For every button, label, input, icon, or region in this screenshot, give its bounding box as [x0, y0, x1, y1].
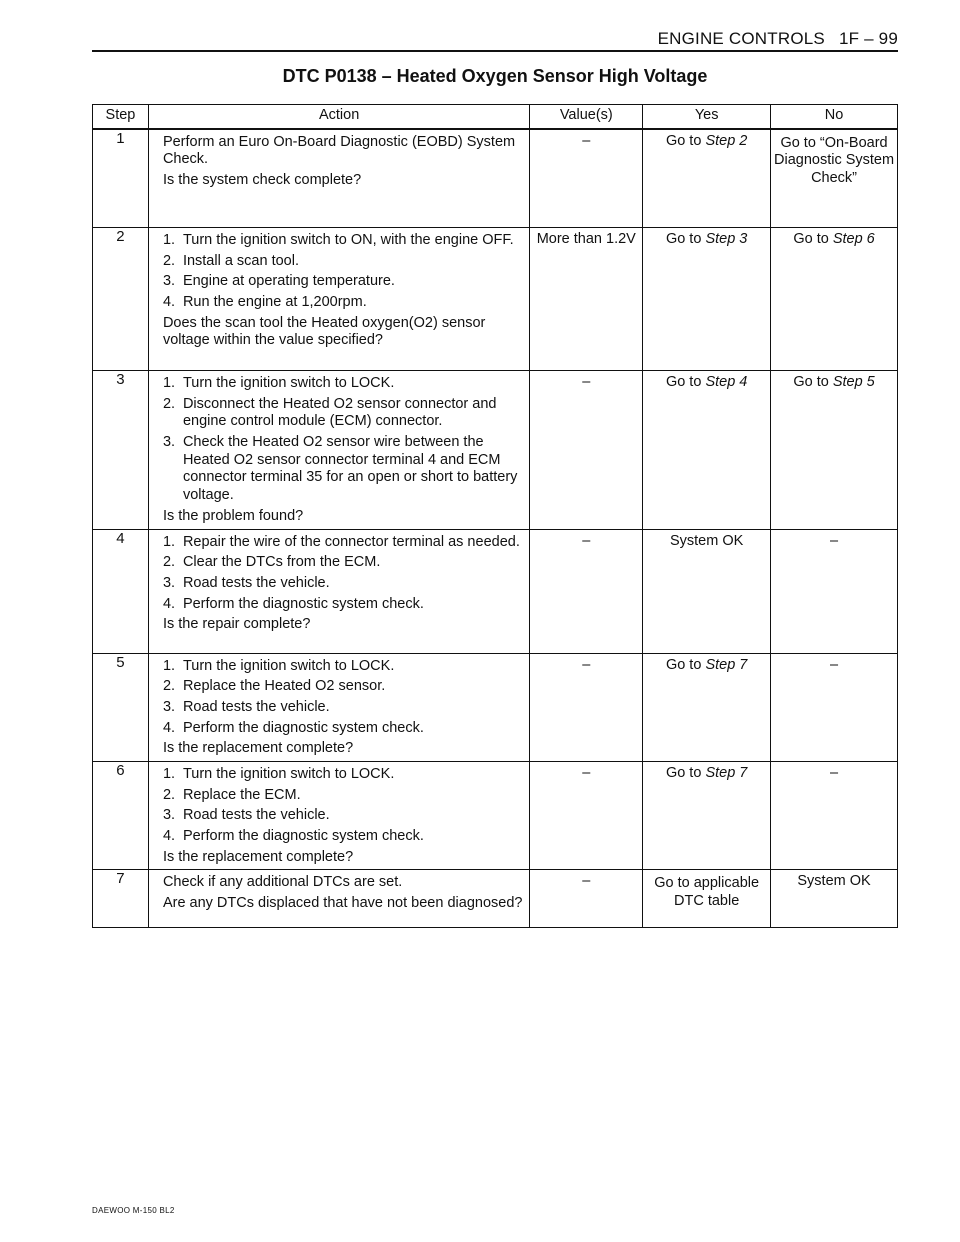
section-title: ENGINE CONTROLS [657, 29, 825, 48]
yes-cell [643, 228, 771, 371]
column-header-values: Value(s) [530, 105, 643, 129]
action-step-number: 4. [162, 828, 176, 844]
action-step-text: Road tests the vehicle. [182, 574, 330, 591]
no-step-reference: Step 5 [832, 374, 875, 390]
action-step [163, 828, 523, 846]
action-step-text: Install a scan tool. [182, 252, 300, 269]
action-step-text: Check the Heated O2 sensor wire between the Heated O2 sensor connector terminal 4 and ECM connector terminal 35 for an open or short to battery voltage. [182, 434, 518, 504]
action-cell [148, 761, 529, 869]
action-step [163, 396, 523, 431]
yes-text: Go to applicable DTC table [654, 875, 760, 910]
step-number: 2 [93, 228, 149, 371]
yes-cell [643, 653, 771, 761]
action-step-number: 3. [162, 574, 176, 591]
action-steps-list [163, 534, 523, 614]
action-step-text: Turn the ignition switch to LOCK. [182, 375, 395, 391]
action-step-text: Perform the diagnostic system check. [182, 719, 424, 736]
action-step-number: 2. [162, 678, 176, 695]
action-step-number: 3. [162, 807, 176, 824]
yes-cell [643, 761, 771, 869]
action-step [163, 720, 523, 738]
yes-cell [643, 371, 771, 530]
no-cell [771, 870, 898, 928]
action-step [163, 434, 523, 505]
table-row [93, 228, 898, 371]
action-step-text: Replace the ECM. [182, 786, 301, 803]
action-step-text: Repair the wire of the connector terminal as needed. [182, 533, 520, 550]
action-step-text: Turn the ignition switch to LOCK. [182, 657, 395, 674]
action-cell [148, 529, 529, 653]
value-cell: – [530, 761, 643, 869]
no-text: System OK [797, 873, 871, 890]
action-step [163, 575, 523, 593]
no-text: Go to [793, 374, 833, 390]
action-step-number: 1. [162, 375, 176, 391]
yes-text: Go to [665, 132, 706, 149]
action-step-number: 3. [162, 273, 176, 290]
yes-text: Go to [665, 656, 706, 673]
action-step [163, 787, 523, 805]
value-cell: – [530, 653, 643, 761]
action-step [163, 534, 523, 552]
action-step-number: 3. [162, 698, 176, 715]
action-step-number: 4. [162, 719, 176, 736]
value-cell: – [530, 870, 643, 928]
action-cell [148, 129, 529, 228]
yes-cell [643, 129, 771, 228]
no-text: Go to [793, 231, 833, 247]
action-question: Is the replacement complete? [162, 848, 354, 865]
action-cell [148, 653, 529, 761]
action-step [163, 273, 523, 291]
table-row [93, 653, 898, 761]
yes-text: Go to [665, 374, 706, 390]
action-step-number: 4. [162, 595, 176, 612]
step-number: 3 [93, 371, 149, 530]
action-question: Is the repair complete? [162, 616, 311, 633]
action-step [163, 658, 523, 676]
action-step-number: 2. [162, 252, 176, 269]
action-step [163, 554, 523, 572]
action-cell [148, 228, 529, 371]
value-cell: – [530, 129, 643, 228]
no-cell [771, 371, 898, 530]
column-header-action: Action [148, 105, 529, 129]
action-step [163, 596, 523, 614]
document-title: DTC P0138 – Heated Oxygen Sensor High Voltage [282, 66, 708, 86]
action-step-text: Turn the ignition switch to ON, with the engine OFF. [182, 232, 514, 248]
table-row [93, 129, 898, 228]
action-cell [148, 870, 529, 928]
yes-step-reference: Step 7 [705, 656, 748, 673]
table-row [93, 529, 898, 653]
action-step-number: 2. [162, 786, 176, 803]
action-step-number: 3. [162, 434, 176, 451]
page-header [92, 28, 898, 52]
action-cell [148, 371, 529, 530]
no-text: Go to “On-Board Diagnostic System Check” [774, 134, 895, 186]
action-steps-list [163, 766, 523, 846]
no-text: – [830, 532, 839, 549]
action-step-text: Perform the diagnostic system check. [182, 828, 424, 844]
action-steps-list [163, 375, 523, 505]
no-cell [771, 129, 898, 228]
action-step [163, 807, 523, 825]
action-step-number: 1. [162, 232, 176, 248]
column-header-no: No [771, 105, 898, 129]
action-step-number: 4. [162, 294, 176, 311]
action-step [163, 253, 523, 271]
no-cell [771, 761, 898, 869]
yes-text: System OK [669, 532, 744, 549]
action-step [163, 678, 523, 696]
no-cell [771, 228, 898, 371]
action-step-text: Run the engine at 1,200rpm. [182, 294, 367, 311]
action-step-text: Clear the DTCs from the ECM. [182, 554, 381, 571]
table-row [93, 761, 898, 869]
yes-text: Go to [665, 764, 706, 781]
step-number: 5 [93, 653, 149, 761]
table-row [93, 870, 898, 928]
diagnostic-table [92, 104, 898, 928]
yes-step-reference: Step 4 [705, 374, 748, 390]
table-header-row [93, 105, 898, 129]
action-step-text: Engine at operating temperature. [182, 273, 395, 290]
step-number: 6 [93, 761, 149, 869]
value-cell: – [530, 371, 643, 530]
action-step-number: 2. [162, 554, 176, 571]
yes-cell [643, 870, 771, 928]
yes-step-reference: Step 2 [705, 132, 748, 149]
table-row [93, 371, 898, 530]
page-number: 1F – 99 [838, 29, 898, 48]
no-text: – [830, 656, 839, 673]
no-cell [771, 529, 898, 653]
no-text: – [830, 764, 839, 781]
value-cell: More than 1.2V [530, 228, 643, 371]
action-question: Does the scan tool the Heated oxygen(O2) sensor voltage within the value specified? [162, 314, 486, 349]
yes-step-reference: Step 3 [705, 231, 748, 247]
action-question: Is the replacement complete? [162, 740, 354, 757]
step-number: 7 [93, 870, 149, 928]
action-step-text: Perform the diagnostic system check. [182, 595, 424, 612]
yes-step-reference: Step 7 [705, 764, 748, 781]
action-paragraph: Perform an Euro On-Board Diagnostic (EOBD) System Check. [162, 133, 516, 168]
action-steps-list [163, 658, 523, 738]
action-step-number: 1. [162, 765, 176, 782]
action-step-number: 2. [162, 395, 176, 412]
action-step-text: Disconnect the Heated O2 sensor connector and engine control module (ECM) connector. [182, 395, 497, 430]
step-number: 4 [93, 529, 149, 653]
action-question: Are any DTCs displaced that have not been diagnosed? [162, 895, 523, 912]
column-header-step: Step [93, 105, 149, 129]
action-step [163, 699, 523, 717]
step-number: 1 [93, 129, 149, 228]
action-steps-list [163, 232, 523, 312]
action-step-number: 1. [162, 657, 176, 674]
action-step-text: Replace the Heated O2 sensor. [182, 678, 386, 695]
action-question: Is the system check complete? [162, 171, 362, 188]
action-step [163, 766, 523, 784]
no-cell [771, 653, 898, 761]
yes-cell [643, 529, 771, 653]
yes-text: Go to [665, 231, 706, 247]
action-step [163, 294, 523, 312]
footer-code: DAEWOO M-150 BL2 [92, 1206, 175, 1215]
action-step-number: 1. [162, 533, 176, 550]
value-cell: – [530, 529, 643, 653]
action-step-text: Turn the ignition switch to LOCK. [182, 765, 395, 782]
column-header-yes: Yes [643, 105, 771, 129]
action-step [163, 232, 523, 250]
action-step-text: Road tests the vehicle. [182, 698, 330, 715]
action-question: Is the problem found? [162, 507, 304, 524]
action-step-text: Road tests the vehicle. [182, 807, 330, 824]
no-step-reference: Step 6 [832, 231, 875, 247]
action-paragraph: Check if any additional DTCs are set. [162, 874, 403, 891]
action-step [163, 375, 523, 393]
